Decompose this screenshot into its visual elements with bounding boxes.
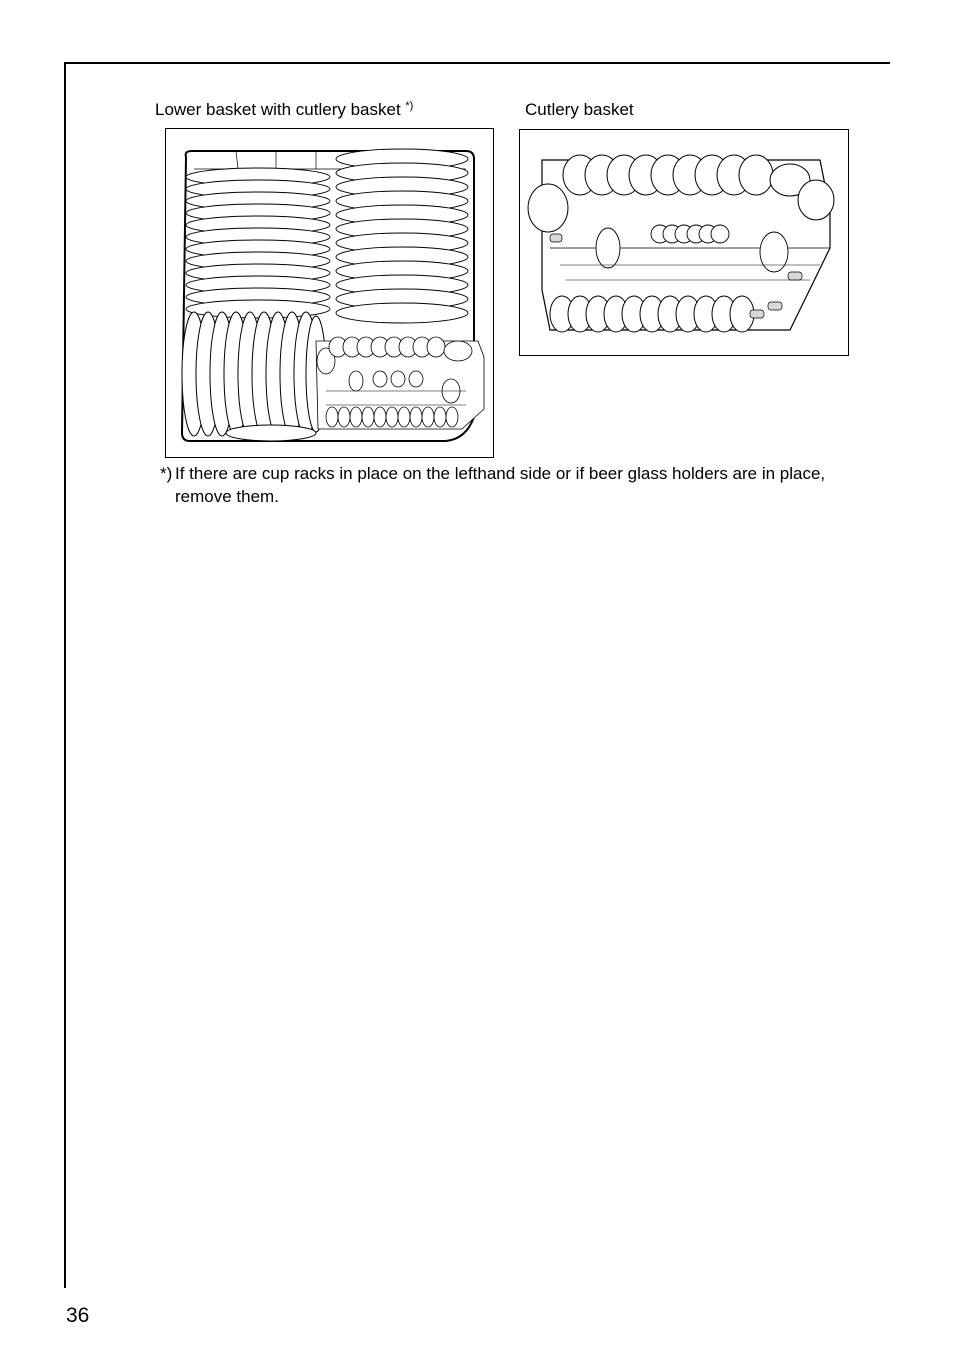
page-top-rule	[64, 62, 890, 64]
lower-basket-footnote-mark: *)	[405, 100, 414, 112]
footnote-text: If there are cup racks in place on the lefthand side or if beer glass holders are in place, remove them.	[175, 464, 826, 506]
cutlery-basket-illustration	[519, 129, 849, 356]
cutlery-basket-caption: Cutlery basket	[525, 100, 634, 119]
lower-basket-caption-text: Lower basket with cutlery basket	[155, 100, 401, 119]
page-left-rule	[64, 62, 66, 1288]
footnote	[160, 462, 840, 508]
page-number: 36	[66, 1304, 90, 1327]
lower-basket-illustration	[165, 128, 494, 458]
footnote-mark: *)	[160, 464, 173, 483]
lower-basket-caption	[155, 100, 413, 120]
